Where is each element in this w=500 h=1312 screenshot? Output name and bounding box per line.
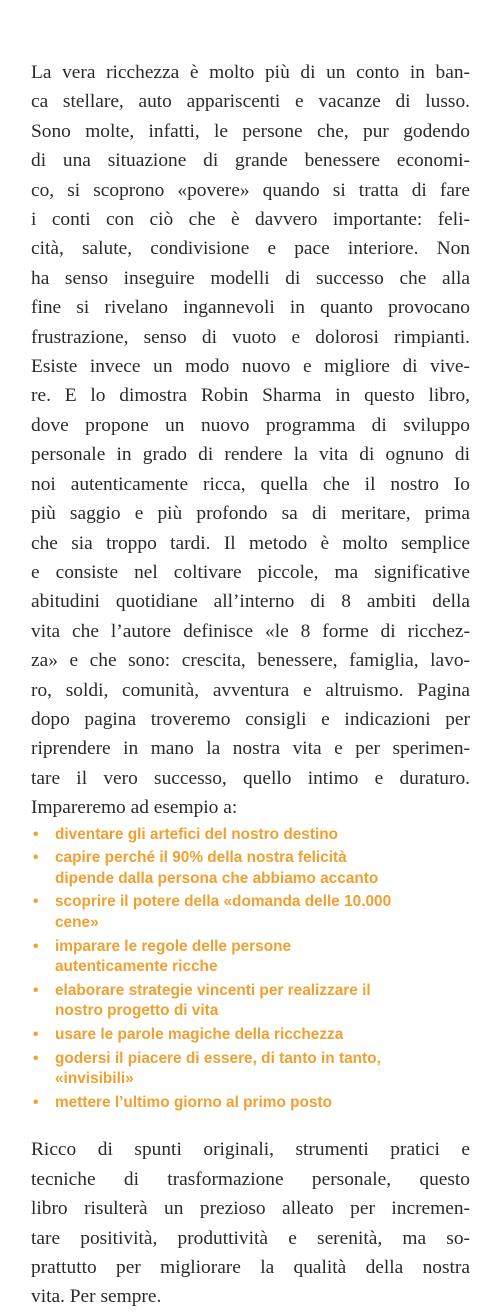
- text-line: re. E lo dimostra Robin Sharma in questo libro,: [31, 385, 470, 407]
- list-item: [31, 848, 470, 889]
- list-item-text: diventare gli artefici del nostro destino: [55, 825, 339, 843]
- list-item-text: dipende dalla persona che abbiamo accanto: [55, 869, 379, 887]
- text-line: cità, salute, condivisione e pace interiore. Non: [31, 238, 470, 260]
- bullet-icon: •: [33, 893, 39, 911]
- text-line: ha senso inseguire modelli di successo che alla: [31, 267, 470, 289]
- text-line: dove propone un nuovo programma di sviluppo: [31, 414, 470, 436]
- list-item: [31, 1049, 470, 1090]
- bullet-icon: •: [33, 937, 39, 955]
- list-item: [31, 1093, 470, 1114]
- text-line: prattutto per migliorare la qualità della nostra: [31, 1256, 470, 1278]
- list-item-text: godersi il piacere di essere, di tanto in tanto,: [55, 1049, 381, 1067]
- list-item-text: mettere l’ultimo giorno al primo posto: [55, 1093, 333, 1111]
- list-item-text: nostro progetto di vita: [55, 1002, 219, 1020]
- text-line: libro risulterà un prezioso alleato per incremen-: [31, 1198, 470, 1220]
- text-line: Ricco di spunti originali, strumenti pratici e: [31, 1139, 470, 1161]
- text-line: vita che l’autore definisce «le 8 forme di ricchez-: [31, 620, 470, 642]
- text-line: tare positività, produttività e serenità, ma so-: [31, 1227, 470, 1249]
- text-line: vita. Per sempre.: [31, 1286, 162, 1308]
- text-line: e consiste nel coltivare piccole, ma significative: [31, 561, 470, 583]
- list-item-text: «invisibili»: [55, 1070, 134, 1088]
- text-line: dopo pagina troveremo consigli e indicazioni per: [31, 708, 470, 730]
- bullet-icon: •: [33, 849, 39, 867]
- list-item: [31, 825, 470, 846]
- text-line: personale in grado di rendere la vita di ognuno di: [31, 444, 470, 466]
- bullet-icon: •: [33, 825, 39, 843]
- text-line: fine si rivelano ingannevoli in quanto provocano: [31, 297, 470, 319]
- list-item: [31, 937, 470, 978]
- text-line: di una situazione di grande benessere economi-: [31, 150, 470, 172]
- text-line: più saggio e più profondo sa di meritare, prima: [31, 503, 470, 525]
- list-item: [31, 1025, 470, 1046]
- text-line: riprendere in mano la nostra vita e per sperimen-: [31, 738, 470, 760]
- text-line: che sia troppo tardi. Il metodo è molto semplice: [31, 532, 470, 554]
- text-line: tecniche di trasformazione personale, questo: [31, 1168, 470, 1190]
- text-line: ca stellare, auto appariscenti e vacanze di lusso.: [31, 91, 470, 113]
- text-line: i conti con ciò che è davvero importante: feli-: [31, 209, 470, 231]
- text-line: Impareremo ad esempio a:: [31, 797, 238, 819]
- text-line: La vera ricchezza è molto più di un conto in ban-: [31, 62, 470, 83]
- text-line: Sono molte, infatti, le persone che, pur godendo: [31, 120, 470, 142]
- text-line: abitudini quotidiane all’interno di 8 ambiti della: [31, 591, 470, 613]
- list-item-text: elaborare strategie vincenti per realizzare il: [55, 981, 371, 999]
- closing-paragraph: [31, 1135, 470, 1311]
- list-item-text: autenticamente ricche: [55, 958, 218, 976]
- main-paragraph: [31, 58, 470, 823]
- text-line: Esiste invece un modo nuovo e migliore di vive-: [31, 356, 470, 378]
- text-line: ro, soldi, comunità, avventura e altruismo. Pagina: [31, 679, 470, 701]
- list-item-text: usare le parole magiche della ricchezza: [55, 1025, 344, 1043]
- text-line: co, si scoprono «povere» quando si tratta di fare: [31, 179, 470, 201]
- list-item-text: imparare le regole delle persone: [55, 937, 292, 955]
- text-line: frustrazione, senso di vuoto e dolorosi rimpianti.: [31, 326, 470, 348]
- text-line: noi autenticamente ricca, quella che il nostro Io: [31, 473, 470, 495]
- bullet-icon: •: [33, 1049, 39, 1067]
- list-item-text: cene»: [55, 913, 99, 931]
- text-line: za» e che sono: crescita, benessere, famiglia, lavo-: [31, 650, 470, 672]
- text-line: tare il vero successo, quello intimo e duraturo.: [31, 767, 470, 789]
- bullet-icon: •: [33, 981, 39, 999]
- list-item: [31, 981, 470, 1022]
- bullet-icon: •: [33, 1025, 39, 1043]
- list-item-text: capire perché il 90% della nostra felicità: [55, 849, 347, 867]
- benefits-list: [31, 825, 470, 1114]
- list-item-text: scoprire il potere della «domanda delle 10.000: [55, 893, 392, 911]
- bullet-icon: •: [33, 1093, 39, 1111]
- list-item: [31, 892, 470, 933]
